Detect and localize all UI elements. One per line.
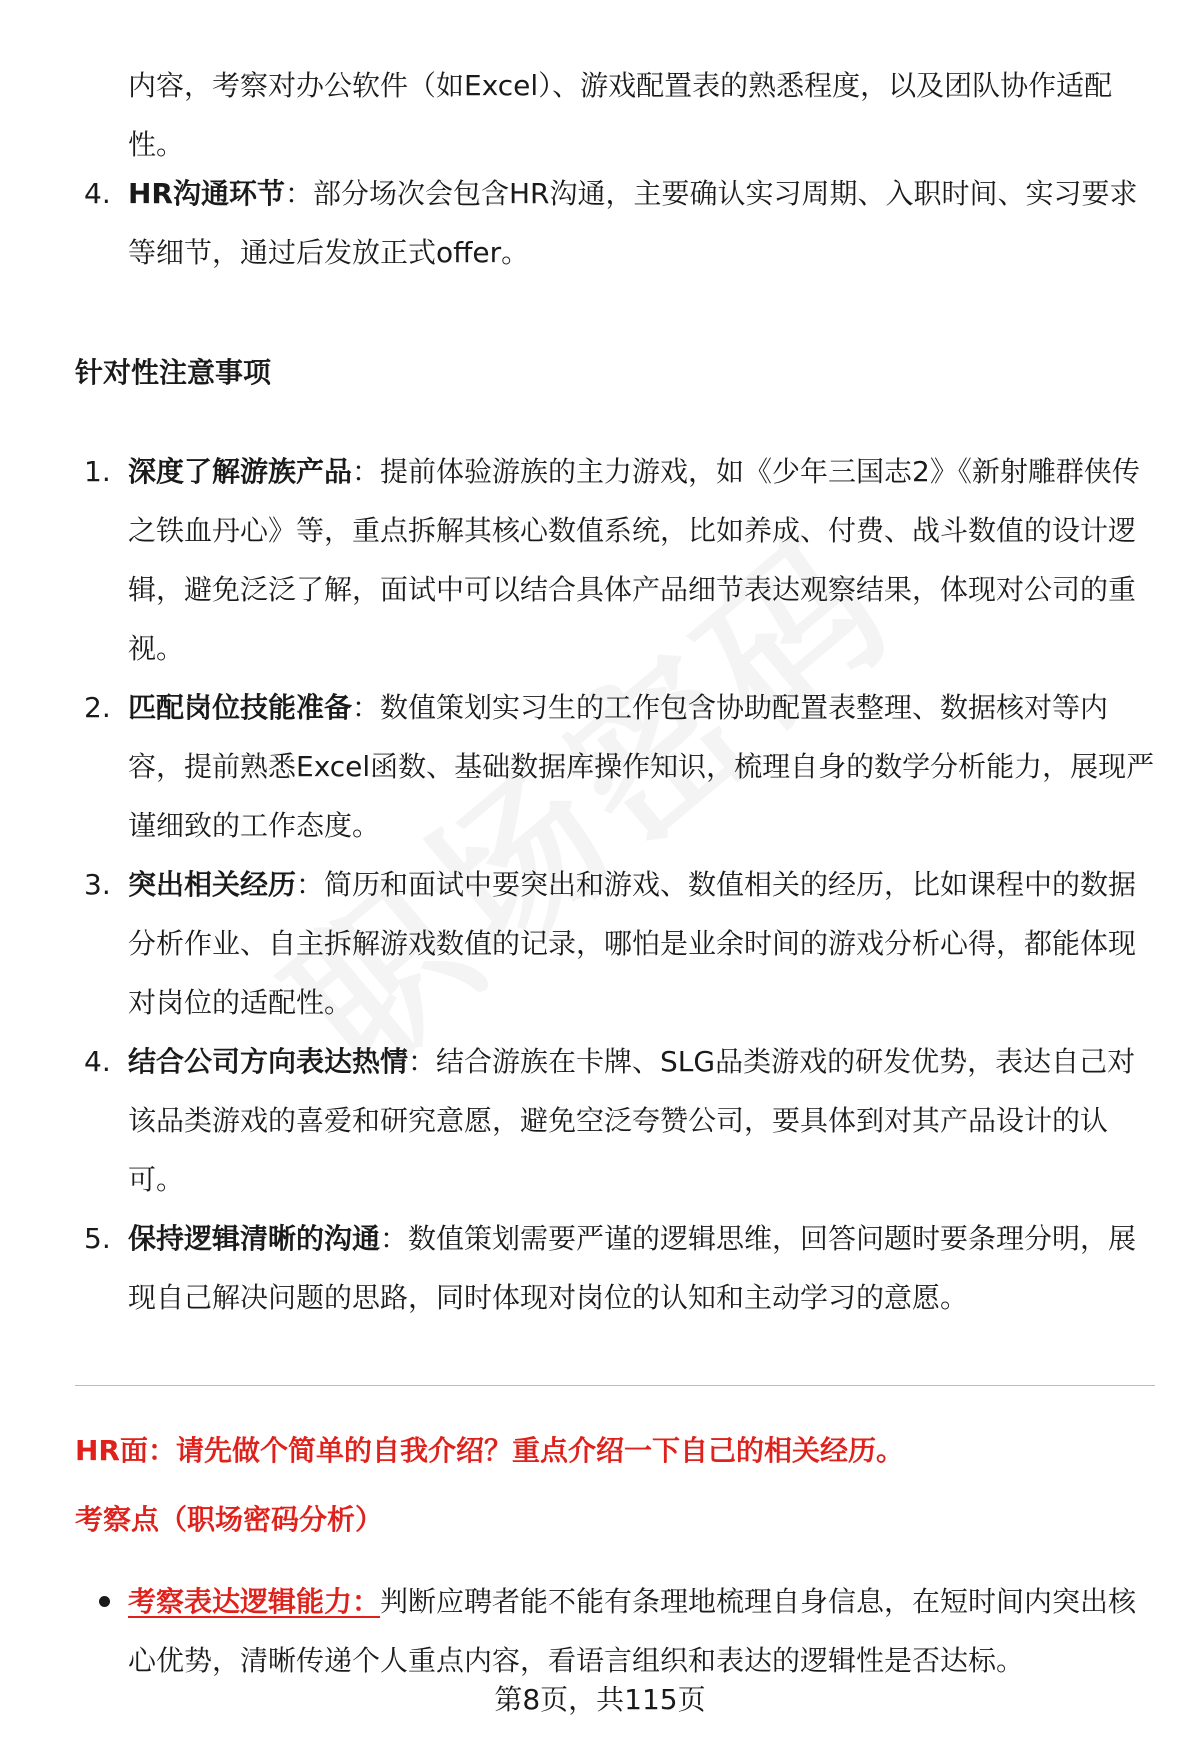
question-subtitle: 考察点（职场密码分析） — [75, 1503, 384, 1536]
item-number: 4. — [84, 1045, 111, 1078]
item-term: 匹配岗位技能准备 — [128, 691, 353, 724]
page-number: 第8页，共115页 — [494, 1683, 706, 1716]
bullet-item — [0, 1572, 1163, 1690]
list-item — [0, 855, 1163, 1032]
item-term: HR沟通环节 — [128, 177, 285, 210]
list-item — [0, 442, 1163, 678]
question-title: HR面：请先做个简单的自我介绍？重点介绍一下自己的相关经历。 — [75, 1434, 904, 1467]
bullet-text: 判断应聘者能不能有条理地梳理自身信息，在短时间内突出核心优势，清晰传递个人重点内容，看语言组织和表达的逻辑性是否达标。 — [128, 1585, 1137, 1677]
list-item — [0, 678, 1163, 855]
continuation-paragraph: 内容，考察对办公软件（如Excel）、游戏配置表的熟悉程度，以及团队协作适配性。 — [128, 69, 1113, 161]
section-heading: 针对性注意事项 — [75, 356, 272, 389]
divider — [75, 1385, 1155, 1386]
item-text: ：结合游族在卡牌、SLG品类游戏的研发优势，表达自己对该品类游戏的喜爱和研究意愿，避免空泛夸赞公司，要具体到对其产品设计的认可。 — [128, 1045, 1136, 1196]
item-text: ：数值策划实习生的工作包含协助配置表整理、数据核对等内容，提前熟悉Excel函数、基础数据库操作知识，梳理自身的数学分析能力，展现严谨细致的工作态度。 — [128, 691, 1155, 842]
item-number: 4. — [84, 177, 111, 210]
item-term: 保持逻辑清晰的沟通 — [128, 1222, 381, 1255]
item-number: 2. — [84, 691, 111, 724]
intro-list — [0, 164, 1200, 282]
notes-list — [0, 442, 1200, 1327]
item-text: ：数值策划需要严谨的逻辑思维，回答问题时要条理分明，展现自己解决问题的思路，同时体现对岗位的认知和主动学习的意愿。 — [128, 1222, 1137, 1314]
list-item — [0, 164, 1163, 282]
list-item — [0, 1032, 1163, 1209]
assessment-list — [0, 1572, 1200, 1690]
bullet-term: 考察表达逻辑能力： — [128, 1585, 381, 1618]
item-term: 突出相关经历 — [128, 868, 297, 901]
item-number: 3. — [84, 868, 111, 901]
list-item — [0, 1209, 1163, 1327]
item-text: ：简历和面试中要突出和游戏、数值相关的经历，比如课程中的数据分析作业、自主拆解游戏数值的记录，哪怕是业余时间的游戏分析心得，都能体现对岗位的适配性。 — [128, 868, 1137, 1019]
item-number: 5. — [84, 1222, 111, 1255]
bullet-icon — [99, 1596, 110, 1607]
item-term: 结合公司方向表达热情 — [128, 1045, 409, 1078]
item-number: 1. — [84, 455, 111, 488]
item-text: ：部分场次会包含HR沟通，主要确认实习周期、入职时间、实习要求等细节，通过后发放正式offer。 — [128, 177, 1138, 269]
item-text: ：提前体验游族的主力游戏，如《少年三国志2》《新射雕群侠传之铁血丹心》等，重点拆解其核心数值系统，比如养成、付费、战斗数值的设计逻辑，避免泛泛了解，面试中可以结合具体产品细节表达观察结果，体现对公司的重视。 — [128, 455, 1140, 665]
item-term: 深度了解游族产品 — [128, 455, 353, 488]
